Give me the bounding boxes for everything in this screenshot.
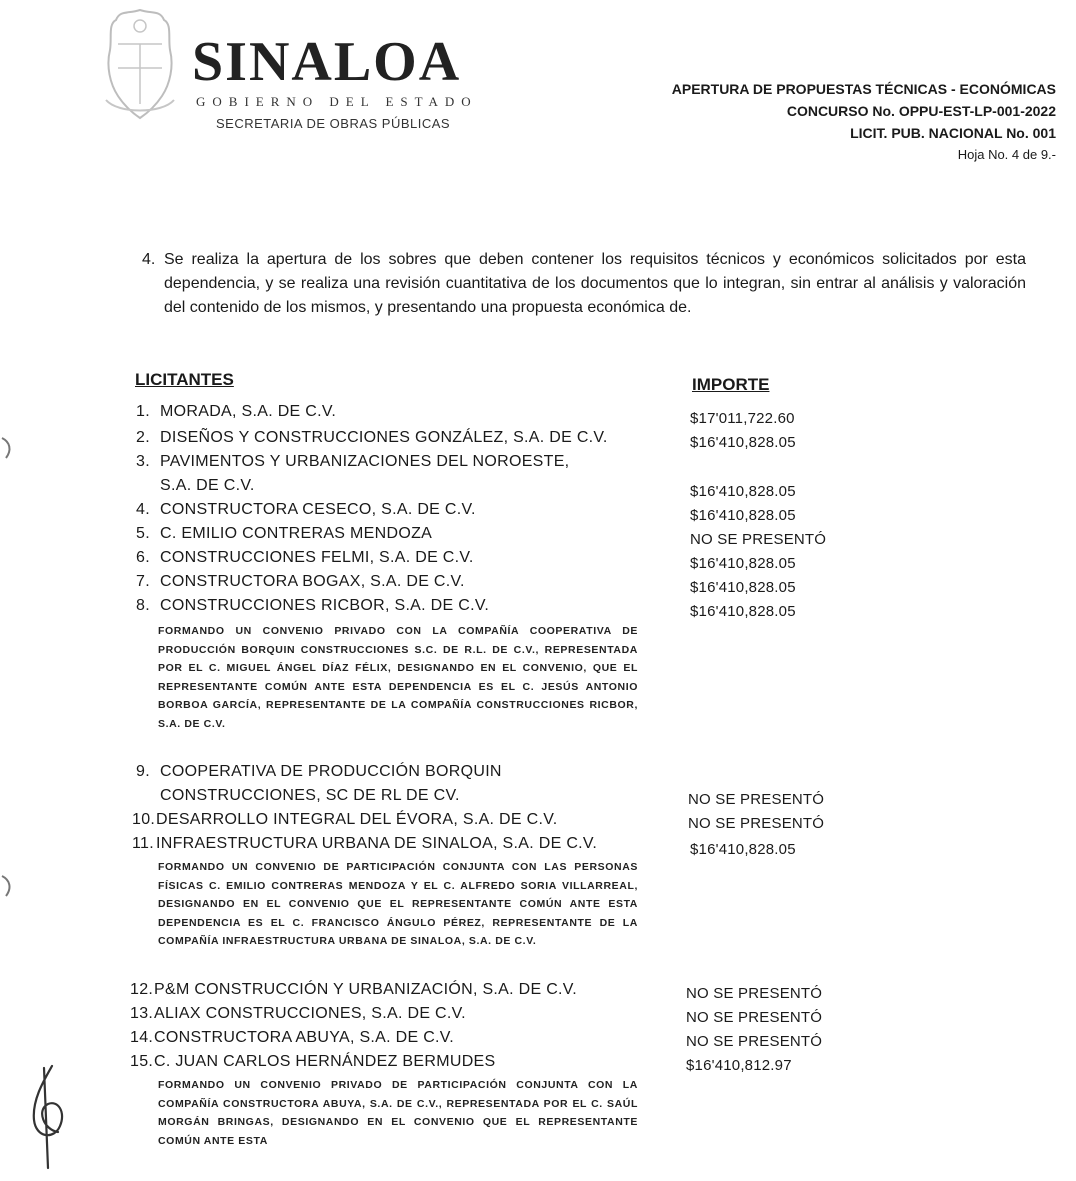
logo-department: SECRETARIA DE OBRAS PÚBLICAS [216,116,451,131]
bidder-name: CONSTRUCTORA ABUYA, S.A. DE C.V. [154,1029,455,1046]
intro-number: 4. [142,251,156,268]
scan-mark [0,874,16,898]
bidder-number: 1. [136,403,150,420]
bidder-row [132,834,597,854]
bidder-amount: $16'410,828.05 [690,841,796,858]
bidder-amount: $16'410,828.05 [690,483,796,500]
bidder-note: FORMANDO UN CONVENIO PRIVADO DE PARTICIPACIÓN CONJUNTA CON LA COMPAÑÍA CONSTRUCTORA ABUYA, S.A. DE C.V., REPRESENTADA POR EL C. SAÚL MORGÁN BRINGAS, DESIGNANDO EN EL CONVENIO QUE EL REPRESENTANTE COMÚN ANTE ESTA [158,1079,638,1147]
bidder-row [136,452,569,472]
bidder-name: CONSTRUCCIONES FELMI, S.A. DE C.V. [160,549,474,566]
bidder-amount: $16'410,828.05 [690,555,796,572]
bidder-name: COOPERATIVA DE PRODUCCIÓN BORQUIN [160,763,502,780]
bidder-name: MORADA, S.A. DE C.V. [160,403,337,420]
bidder-amount: $17'011,722.60 [690,410,795,427]
bidder-number: 15. [130,1053,154,1070]
intro-text: Se realiza la apertura de los sobres que deben contener los requisitos técnicos y económicos solicitados por esta dependencia, y se realiza una revisión cuantitativa de los documentos que lo integran, sin entrar al análisis y valoración del contenido de los mismos, y presentando una propuesta económica de. [164,251,1026,316]
bidder-row [136,762,502,782]
bidder-note: FORMANDO UN CONVENIO DE PARTICIPACIÓN CONJUNTA CON LAS PERSONAS FÍSICAS C. EMILIO CONTRERAS MENDOZA Y EL C. ALFREDO SORIA VILLARREAL, DESIGNANDO EN EL CONVENIO QUE EL REPRESENTANTE COMÚN ANTE ESTA DEPENDENCIA ES EL C. FRANCISCO ÁNGULO PÉREZ, REPRESENTANTE DE LA COMPAÑÍA INFRAESTRUCTURA URBANA DE SINALOA, S.A. DE C.V. [158,861,638,947]
bidder-amount: $16'410,828.05 [690,603,796,620]
bidder-row [136,402,336,422]
bidder-name: INFRAESTRUCTURA URBANA DE SINALOA, S.A. DE C.V. [156,835,598,852]
bidder-number: 13. [130,1005,154,1022]
bidder-amount: $16'410,828.05 [690,579,796,596]
bidders-heading: LICITANTES [135,370,234,389]
bidder-name: C. EMILIO CONTRERAS MENDOZA [160,525,433,542]
bidder-row [136,428,608,448]
bidder-number: 6. [136,549,150,566]
tender-number: LICIT. PUB. NACIONAL No. 001 [850,125,1056,141]
bidder-row [136,548,474,568]
bidder-name: C. JUAN CARLOS HERNÁNDEZ BERMUDES [154,1053,496,1070]
bidder-note: FORMANDO UN CONVENIO PRIVADO CON LA COMPAÑÍA COOPERATIVA DE PRODUCCIÓN BORQUIN CONSTRUCCIONES S.C. DE R.L. DE C.V., REPRESENTADA POR EL C. MIGUEL ÁNGEL DÍAZ FÉLIX, DESIGNANDO EN EL CONVENIO, QUE EL REPRESENTANTE COMÚN ANTE ESTA DEPENDENCIA ES EL C. JESÚS ANTONIO BORBOA GARCÍA, REPRESENTANTE DE LA COMPAÑÍA CONSTRUCCIONES RICBOR, S.A. DE C.V. [158,625,638,730]
state-seal-logo [98,4,182,122]
bidder-name: CONSTRUCCIONES RICBOR, S.A. DE C.V. [160,597,490,614]
bidder-number: 9. [136,763,150,780]
bidder-number: 11. [132,835,154,852]
bidder-row [130,1004,466,1024]
bidder-number: 4. [136,501,150,518]
bidder-name: P&M CONSTRUCCIÓN Y URBANIZACIÓN, S.A. DE C.V. [154,981,578,998]
contest-number: CONCURSO No. OPPU-EST-LP-001-2022 [786,103,1056,119]
amount-heading: IMPORTE [692,375,770,394]
bidder-name: DISEÑOS Y CONSTRUCCIONES GONZÁLEZ, S.A. DE C.V. [160,429,608,446]
bidder-amount: NO SE PRESENTÓ [688,815,825,832]
bidder-number: 10. [132,811,156,828]
document-header [672,78,1056,166]
bidder-amount: NO SE PRESENTÓ [688,791,825,808]
bidder-row [130,1052,496,1072]
bidder-row [132,810,557,830]
bidder-name: PAVIMENTOS Y URBANIZACIONES DEL NOROESTE, [160,453,570,470]
bidder-number: 12. [130,981,154,998]
handwritten-signature [14,1060,84,1170]
bidder-name: CONSTRUCTORA CESECO, S.A. DE C.V. [160,501,476,518]
logo-title: SINALOA [192,31,462,93]
logo-subtitle: GOBIERNO DEL ESTADO [196,94,478,109]
bidder-amount: $16'410,812.97 [686,1057,792,1074]
document-title: APERTURA DE PROPUESTAS TÉCNICAS - ECONÓMICAS [671,81,1056,97]
bidder-number: 2. [136,429,150,446]
bidder-row [130,1028,454,1048]
bidder-name: DESARROLLO INTEGRAL DEL ÉVORA, S.A. DE C.V. [156,811,558,828]
bidder-row [136,500,476,520]
bidder-amount: NO SE PRESENTÓ [690,531,827,548]
scan-mark [0,436,16,460]
bidder-row [136,596,489,616]
bidder-amount: $16'410,828.05 [690,507,796,524]
intro-paragraph [142,248,1026,320]
bidder-amount: NO SE PRESENTÓ [686,1009,823,1026]
bidder-amount: $16'410,828.05 [690,434,796,451]
bidder-name: CONSTRUCTORA BOGAX, S.A. DE C.V. [160,573,465,590]
bidder-name: ALIAX CONSTRUCCIONES, S.A. DE C.V. [154,1005,466,1022]
bidder-number: 3. [136,453,150,470]
bidder-name-continued: CONSTRUCCIONES, SC DE RL DE CV. [160,787,460,804]
bidder-number: 5. [136,525,150,542]
bidder-name-continued: S.A. DE C.V. [160,477,255,494]
bidder-row [136,524,432,544]
bidder-number: 14. [130,1029,154,1046]
bidder-number: 8. [136,597,150,614]
page-number: Hoja No. 4 de 9.- [957,147,1056,162]
bidder-amount: NO SE PRESENTÓ [686,1033,823,1050]
bidder-amount: NO SE PRESENTÓ [686,985,823,1002]
bidder-row [130,980,577,1000]
bidder-row [136,572,465,592]
bidder-number: 7. [136,573,150,590]
